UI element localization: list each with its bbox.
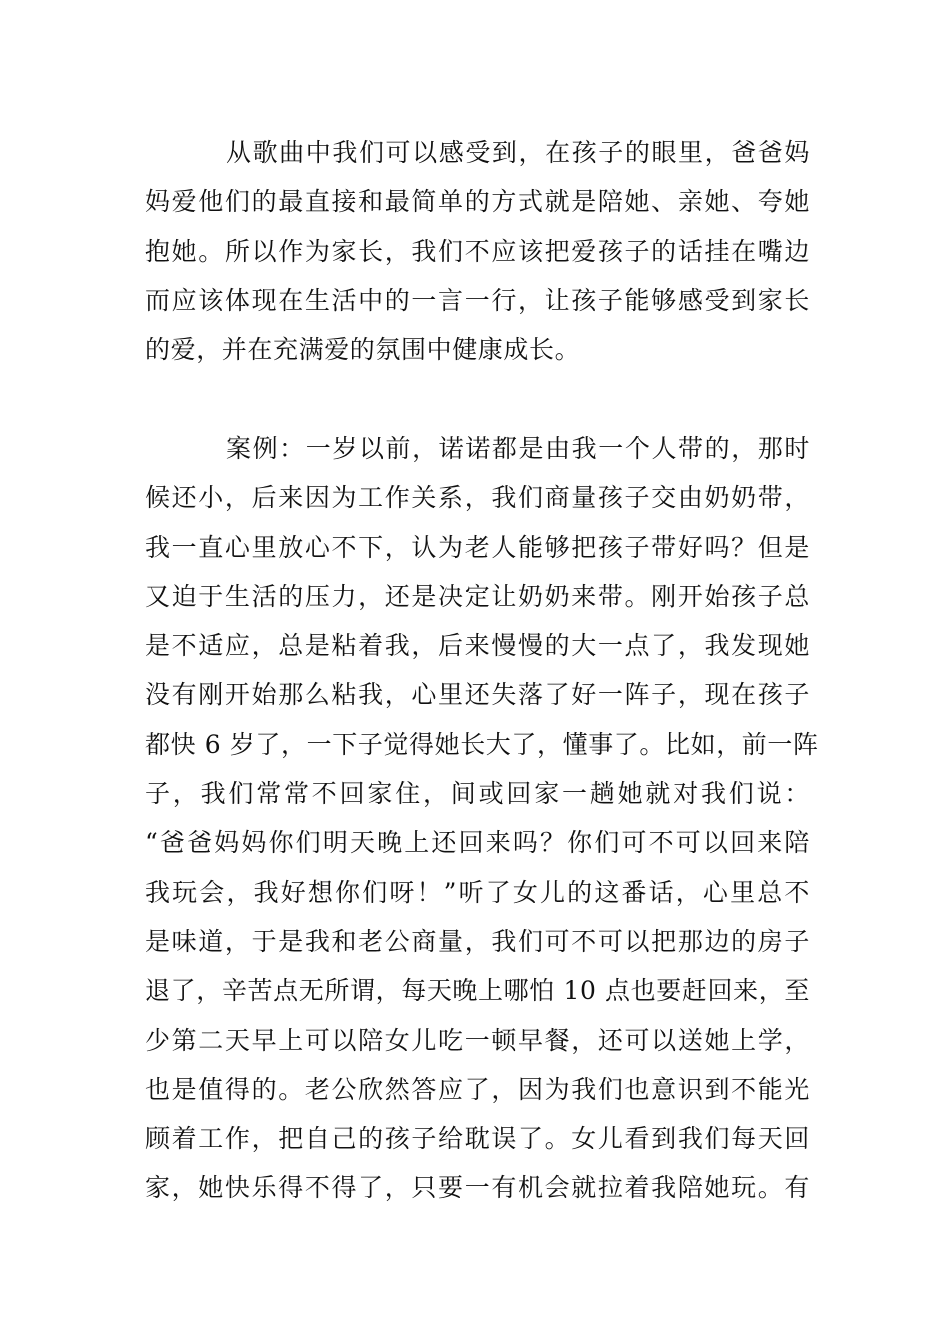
text-line: 案例：一岁以前，诺诺都是由我一个人带的，那时: [226, 434, 810, 463]
paragraph-case-example: [145, 424, 819, 1213]
text-line: 是不适应，总是粘着我，后来慢慢的大一点了，我发现她: [145, 631, 810, 661]
text-line: 又迫于生活的压力，还是决定让奶奶来带。刚开始孩子总: [145, 581, 810, 611]
text-line: 我玩会，我好想你们呀！”听了女儿的这番话，心里总不: [145, 877, 810, 907]
text-line: 也是值得的。老公欣然答应了，因为我们也意识到不能光: [145, 1074, 810, 1104]
text-line: 我一直心里放心不下，认为老人能够把孩子带好吗？但是: [145, 532, 810, 562]
text-line: 退了，辛苦点无所谓，每天晚上哪怕 10 点也要赶回来，至: [145, 976, 810, 1006]
text-line: “爸爸妈妈你们明天晚上还回来吗？你们可不可以回来陪: [145, 828, 810, 858]
text-line: 家，她快乐得不得了，只要一有机会就拉着我陪她玩。有: [145, 1173, 810, 1203]
text-line: 抱她。所以作为家长，我们不应该把爱孩子的话挂在嘴边: [145, 236, 810, 266]
text-line: 而应该体现在生活中的一言一行，让孩子能够感受到家长: [145, 285, 810, 315]
text-line: 都快 6 岁了，一下子觉得她长大了，懂事了。比如，前一阵: [145, 729, 819, 759]
text-line: 的爱，并在充满爱的氛围中健康成长。: [145, 335, 581, 365]
text-line: 少第二天早上可以陪女儿吃一顿早餐，还可以送她上学，: [145, 1025, 810, 1055]
text-line: 没有刚开始那么粘我，心里还失落了好一阵子，现在孩子: [145, 680, 810, 710]
text-line: 候还小，后来因为工作关系，我们商量孩子交由奶奶带，: [145, 483, 810, 513]
paragraph-song-reflection: [145, 128, 810, 374]
text-line: 顾着工作，把自己的孩子给耽误了。女儿看到我们每天回: [145, 1124, 810, 1154]
text-line: 是味道，于是我和老公商量，我们可不可以把那边的房子: [145, 926, 810, 956]
text-line: 从歌曲中我们可以感受到，在孩子的眼里，爸爸妈: [226, 138, 810, 167]
text-line: 子，我们常常不回家住，间或回家一趟她就对我们说：: [145, 779, 810, 809]
text-line: 妈爱他们的最直接和最简单的方式就是陪她、亲她、夸她: [145, 187, 810, 217]
